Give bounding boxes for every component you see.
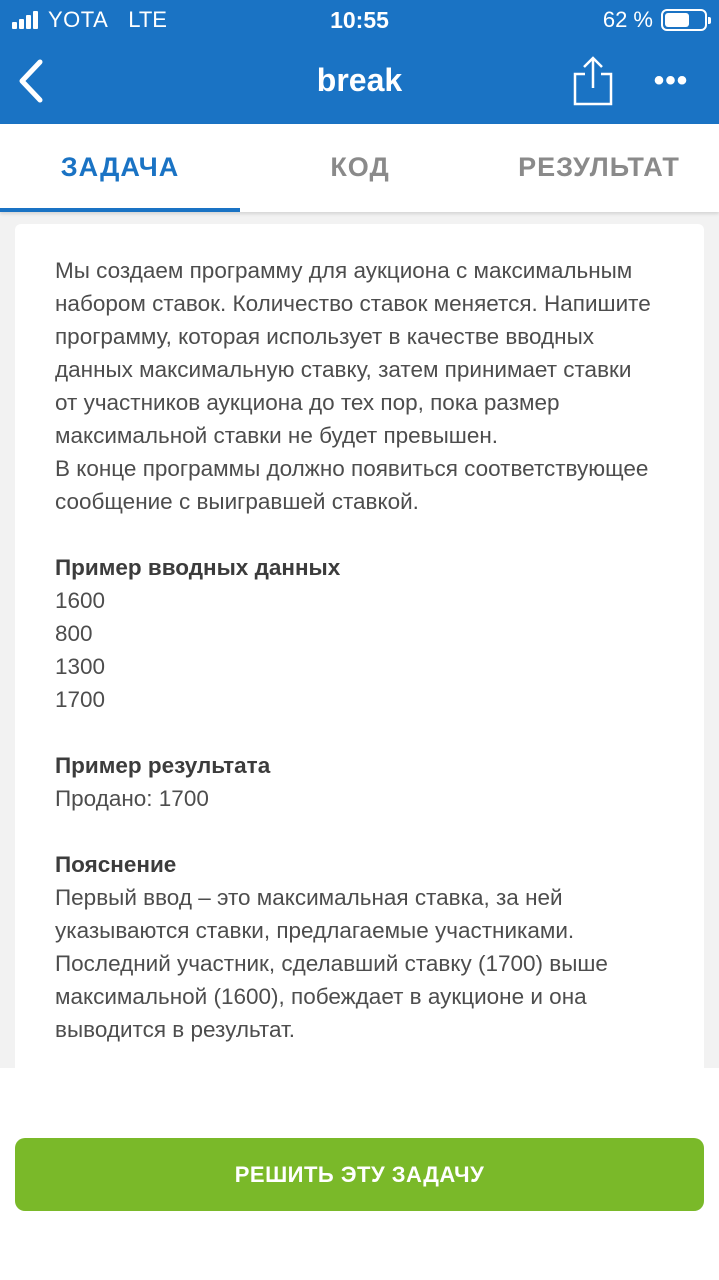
description-line: данных максимальную ставку, затем принимает ставки	[55, 357, 632, 382]
task-card	[15, 224, 704, 1070]
more-icon: •••	[653, 64, 689, 97]
page-title: break	[316, 62, 403, 98]
description-line: от участников аукциона до тех пор, пока размер	[55, 390, 560, 415]
carrier-name: YOTA	[48, 7, 109, 32]
tab-task[interactable]: ЗАДАЧА	[60, 152, 180, 182]
share-icon	[570, 54, 616, 108]
explanation-line: указываются ставки, предлагаемые участниками.	[55, 918, 575, 943]
status-right	[603, 7, 707, 33]
description-line: Мы создаем программу для аукциона с максимальным	[55, 258, 633, 283]
output-value: Продано: 1700	[55, 786, 209, 811]
share-button[interactable]	[570, 54, 616, 108]
battery-percent: 62 %	[602, 7, 653, 32]
more-button[interactable]	[648, 66, 694, 96]
input-value: 1700	[55, 687, 106, 712]
explanation-line: Первый ввод – это максимальная ставка, за ней	[55, 885, 563, 910]
description-line: сообщение с выигравшей ставкой.	[55, 489, 419, 514]
top-app-bar	[0, 0, 719, 124]
battery-level	[665, 13, 689, 27]
network-type: LTE	[128, 7, 167, 32]
input-example-heading: Пример вводных данных	[55, 555, 341, 580]
input-value: 1300	[55, 654, 106, 679]
navigation-bar	[0, 40, 719, 124]
output-example-heading: Пример результата	[55, 753, 271, 778]
input-value: 1600	[55, 588, 106, 613]
explanation-heading: Пояснение	[55, 852, 177, 877]
description-line: программу, которая использует в качестве вводных	[55, 324, 595, 349]
tab-bar	[0, 124, 719, 212]
task-description	[55, 254, 664, 518]
input-value: 800	[55, 621, 93, 646]
status-time: 10:55	[330, 7, 389, 33]
active-tab-indicator	[0, 208, 240, 212]
explanation-line: максимальной (1600), побеждает в аукционе и она	[55, 984, 587, 1009]
description-line: набором ставок. Количество ставок меняется. Напишите	[55, 291, 651, 316]
solve-task-button[interactable]: РЕШИТЬ ЭТУ ЗАДАЧУ	[15, 1138, 704, 1211]
tab-result[interactable]: РЕЗУЛЬТАТ	[518, 152, 680, 182]
battery-icon	[661, 9, 707, 31]
explanation-line: выводится в результат.	[55, 1017, 296, 1042]
description-line: максимальной ставки не будет превышен.	[55, 423, 499, 448]
description-line: В конце программы должно появиться соответствующее	[55, 456, 649, 481]
explanation-line: Последний участник, сделавший ставку (1700) выше	[55, 951, 608, 976]
tab-code[interactable]: КОД	[330, 152, 390, 182]
status-bar	[0, 0, 719, 40]
